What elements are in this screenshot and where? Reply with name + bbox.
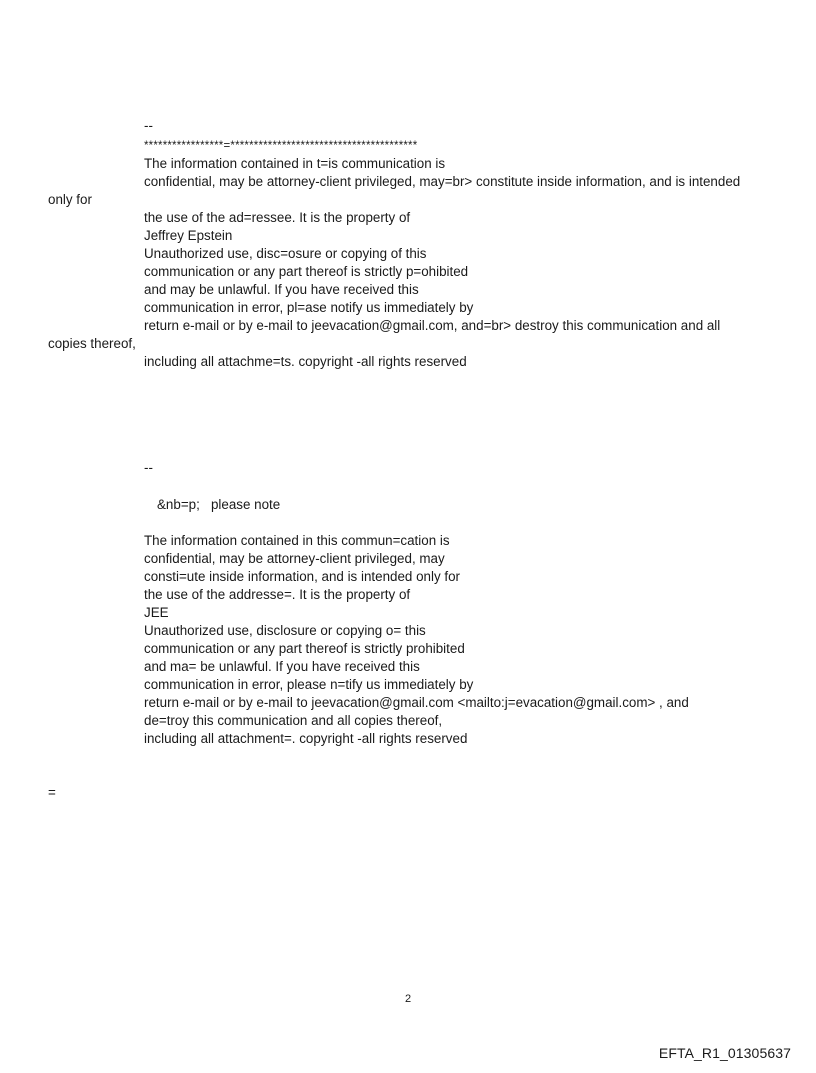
disclaimer-line: including all attachme=ts. copyright -all rights reserved (144, 354, 467, 369)
disclaimer-line: the use of the addresse=. It is the property of (144, 587, 411, 602)
disclaimer-line: communication in error, please n=tify us immediately by (144, 677, 474, 692)
disclaimer-line: communication in error, pl=ase notify us immediately by (144, 300, 474, 315)
separator-dashes: -- (144, 460, 153, 475)
page-number: 2 (404, 993, 412, 1005)
disclaimer-line: The information contained in this commun=cation is (144, 533, 450, 548)
disclaimer-line: including all attachment=. copyright -all rights reserved (144, 731, 468, 746)
disclaimer-line: The information contained in t=is communication is (144, 156, 446, 171)
disclaimer-line: Unauthorized use, disc=osure or copying of this (144, 246, 427, 261)
disclaimer-line: communication or any part thereof is strictly p=ohibited (144, 264, 469, 279)
disclaimer-line: communication or any part thereof is strictly prohibited (144, 641, 465, 656)
separator-dashes: -- (144, 118, 153, 133)
disclaimer-line: confidential, may be attorney-client privileged, may (144, 551, 445, 566)
trailing-equals: = (48, 785, 56, 800)
disclaimer-line: the use of the ad=ressee. It is the property of (144, 210, 411, 225)
disclaimer-line-wrapped: copies thereof, (48, 336, 136, 351)
disclaimer-line: Unauthorized use, disclosure or copying o= this (144, 623, 426, 638)
disclaimer-line: de=troy this communication and all copies thereof, (144, 713, 443, 728)
disclaimer-line-wrapped: only for (48, 192, 92, 207)
document-id: EFTA_R1_01305637 (658, 1045, 791, 1061)
disclaimer-line: and ma= be unlawful. If you have received this (144, 659, 420, 674)
disclaimer-line: return e-mail or by e-mail to jeevacation@gmail.com, and=br> destroy this communication and all (144, 318, 721, 333)
disclaimer-line: confidential, may be attorney-client privileged, may=br> constitute inside information, and is intended (144, 174, 741, 189)
separator-stars: *****************=**************************************** (144, 140, 418, 152)
disclaimer-line: return e-mail or by e-mail to jeevacation@gmail.com <mailto:j=evacation@gmail.com> , and (144, 695, 689, 710)
disclaimer-line: and may be unlawful. If you have received this (144, 282, 419, 297)
please-note-line: &nb=p; please note (157, 497, 281, 512)
disclaimer-line: Jeffrey Epstein (144, 228, 233, 243)
disclaimer-line: consti=ute inside information, and is intended only for (144, 569, 460, 584)
disclaimer-line: JEE (144, 605, 169, 620)
